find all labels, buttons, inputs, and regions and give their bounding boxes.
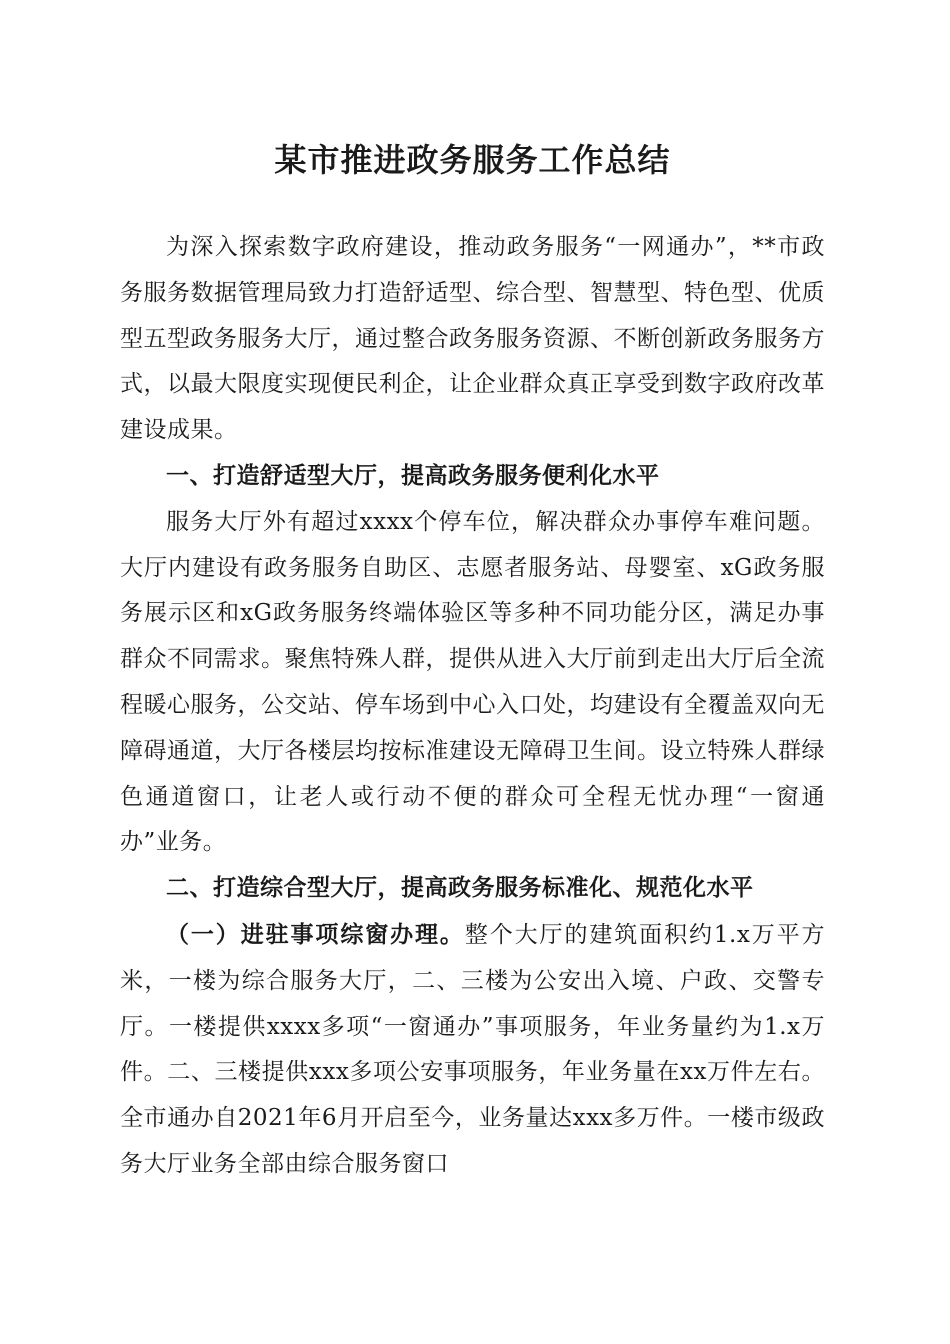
document-page xyxy=(120,130,825,1188)
section-2-paragraph-1 xyxy=(120,912,825,1188)
subsection-1-body: 整个大厅的建筑面积约1.x万平方米，一楼为综合服务大厅，二、三楼为公安出入境、户政、交警专厅。一楼提供xxxx多项“一窗通办”事项服务，年业务量约为1.x万件。二、三楼提供xxx多项公安事项服务，年业务量在xx万件左右。全市通办自2021年6月开启至今，业务量达xxx多万件。一楼市级政务大厅业务全部由综合服务窗口 xyxy=(120,921,825,1177)
section-1-paragraph: 服务大厅外有超过xxxx个停车位，解决群众办事停车难问题。大厅内建设有政务服务自助区、志愿者服务站、母婴室、xG政务服务展示区和xG政务服务终端体验区等多种不同功能分区，满足办事群众不同需求。聚焦特殊人群，提供从进入大厅前到走出大厅后全流程暖心服务，公交站、停车场到中心入口处，均建设有全覆盖双向无障碍通道，大厅各楼层均按标准建设无障碍卫生间。设立特殊人群绿色通道窗口，让老人或行动不便的群众可全程无忧办理“一窗通办”业务。 xyxy=(120,508,825,856)
subsection-1-lead: （一）进驻事项综窗办理。 xyxy=(166,920,465,948)
document-body xyxy=(120,225,825,1188)
section-2-heading: 二、打造综合型大厅，提高政务服务标准化、规范化水平 xyxy=(166,875,754,902)
section-1-heading: 一、打造舒适型大厅，提高政务服务便利化水平 xyxy=(166,462,660,489)
intro-paragraph: 为深入探索数字政府建设，推动政务服务“一网通办”，**市政务服务数据管理局致力打造舒适型、综合型、智慧型、特色型、优质型五型政务服务大厅，通过整合政务服务资源、不断创新政务服务方式，以最大限度实现便民利企，让企业群众真正享受到数字政府改革建设成果。 xyxy=(120,234,825,444)
document-title: 某市推进政务服务工作总结 xyxy=(274,141,671,179)
